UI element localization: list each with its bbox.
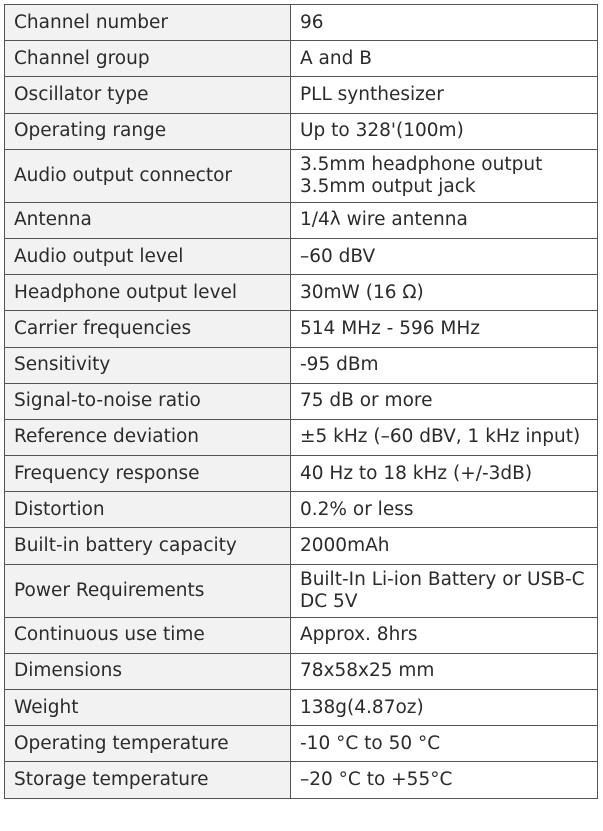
spec-label: Oscillator type bbox=[5, 77, 291, 113]
spec-value bbox=[291, 383, 598, 419]
spec-value bbox=[291, 113, 598, 149]
spec-value bbox=[291, 617, 598, 653]
table-row bbox=[5, 690, 598, 726]
table-row bbox=[5, 238, 598, 274]
spec-value bbox=[291, 528, 598, 564]
spec-value bbox=[291, 564, 598, 617]
spec-value bbox=[291, 41, 598, 77]
spec-value-line: 40 Hz to 18 kHz (+/-3dB) bbox=[300, 462, 533, 484]
spec-value bbox=[291, 726, 598, 762]
spec-table-body bbox=[5, 5, 598, 799]
table-row bbox=[5, 311, 598, 347]
spec-value bbox=[291, 347, 598, 383]
spec-label: Sensitivity bbox=[5, 347, 291, 383]
spec-value-line: A and B bbox=[300, 47, 372, 69]
spec-value-line: Up to 328'(100m) bbox=[300, 120, 464, 142]
spec-value bbox=[291, 149, 598, 202]
table-row bbox=[5, 5, 598, 41]
table-row bbox=[5, 617, 598, 653]
spec-label: Distortion bbox=[5, 492, 291, 528]
spec-label: Carrier frequencies bbox=[5, 311, 291, 347]
spec-value bbox=[291, 653, 598, 689]
table-row bbox=[5, 149, 598, 202]
spec-value bbox=[291, 275, 598, 311]
spec-value-line: DC 5V bbox=[300, 590, 358, 612]
table-row bbox=[5, 564, 598, 617]
spec-value bbox=[291, 762, 598, 798]
spec-value-line: –20 °C to +55°C bbox=[300, 768, 453, 790]
spec-value-line: 2000mAh bbox=[300, 535, 390, 557]
spec-value-line: ±5 kHz (–60 dBV, 1 kHz input) bbox=[300, 426, 581, 448]
table-row bbox=[5, 202, 598, 238]
spec-table bbox=[4, 4, 598, 799]
table-row bbox=[5, 383, 598, 419]
spec-label: Storage temperature bbox=[5, 762, 291, 798]
spec-value-line: 3.5mm headphone output bbox=[300, 153, 543, 175]
spec-value-line: 138g(4.87oz) bbox=[300, 696, 424, 718]
spec-label: Antenna bbox=[5, 202, 291, 238]
spec-value bbox=[291, 419, 598, 455]
spec-label: Reference deviation bbox=[5, 419, 291, 455]
spec-value bbox=[291, 202, 598, 238]
spec-value bbox=[291, 77, 598, 113]
spec-value-line: 1/4λ wire antenna bbox=[300, 209, 468, 231]
spec-value-line: 75 dB or more bbox=[300, 390, 433, 412]
spec-label: Audio output level bbox=[5, 238, 291, 274]
spec-value-line: –60 dBV bbox=[300, 245, 376, 267]
table-row bbox=[5, 762, 598, 798]
table-row bbox=[5, 419, 598, 455]
spec-value bbox=[291, 456, 598, 492]
table-row bbox=[5, 528, 598, 564]
table-row bbox=[5, 113, 598, 149]
spec-label: Continuous use time bbox=[5, 617, 291, 653]
spec-label: Operating range bbox=[5, 113, 291, 149]
spec-value-line: -10 °C to 50 °C bbox=[300, 732, 441, 754]
table-row bbox=[5, 653, 598, 689]
spec-value-line: -95 dBm bbox=[300, 354, 379, 376]
spec-label: Channel number bbox=[5, 5, 291, 41]
spec-label: Audio output connector bbox=[5, 149, 291, 202]
table-row bbox=[5, 726, 598, 762]
table-row bbox=[5, 347, 598, 383]
table-row bbox=[5, 77, 598, 113]
spec-label: Channel group bbox=[5, 41, 291, 77]
spec-value-line: PLL synthesizer bbox=[300, 83, 444, 105]
spec-value-line: Built-In Li-ion Battery or USB-C bbox=[300, 568, 585, 590]
table-row bbox=[5, 41, 598, 77]
spec-value bbox=[291, 311, 598, 347]
spec-label: Weight bbox=[5, 690, 291, 726]
spec-label: Built-in battery capacity bbox=[5, 528, 291, 564]
spec-value-line: Approx. 8hrs bbox=[300, 624, 418, 646]
spec-value bbox=[291, 5, 598, 41]
table-row bbox=[5, 275, 598, 311]
spec-value-line: 0.2% or less bbox=[300, 498, 414, 520]
spec-label: Signal-to-noise ratio bbox=[5, 383, 291, 419]
table-row bbox=[5, 456, 598, 492]
spec-value-line: 96 bbox=[300, 11, 324, 33]
spec-label: Frequency response bbox=[5, 456, 291, 492]
spec-value bbox=[291, 238, 598, 274]
spec-value-line: 3.5mm output jack bbox=[300, 175, 476, 197]
table-row bbox=[5, 492, 598, 528]
spec-value-line: 78x58x25 mm bbox=[300, 660, 435, 682]
spec-label: Headphone output level bbox=[5, 275, 291, 311]
spec-label: Power Requirements bbox=[5, 564, 291, 617]
spec-label: Dimensions bbox=[5, 653, 291, 689]
spec-value-line: 30mW (16 Ω) bbox=[300, 281, 424, 303]
spec-value bbox=[291, 492, 598, 528]
spec-label: Operating temperature bbox=[5, 726, 291, 762]
spec-value-line: 514 MHz - 596 MHz bbox=[300, 317, 480, 339]
spec-value bbox=[291, 690, 598, 726]
